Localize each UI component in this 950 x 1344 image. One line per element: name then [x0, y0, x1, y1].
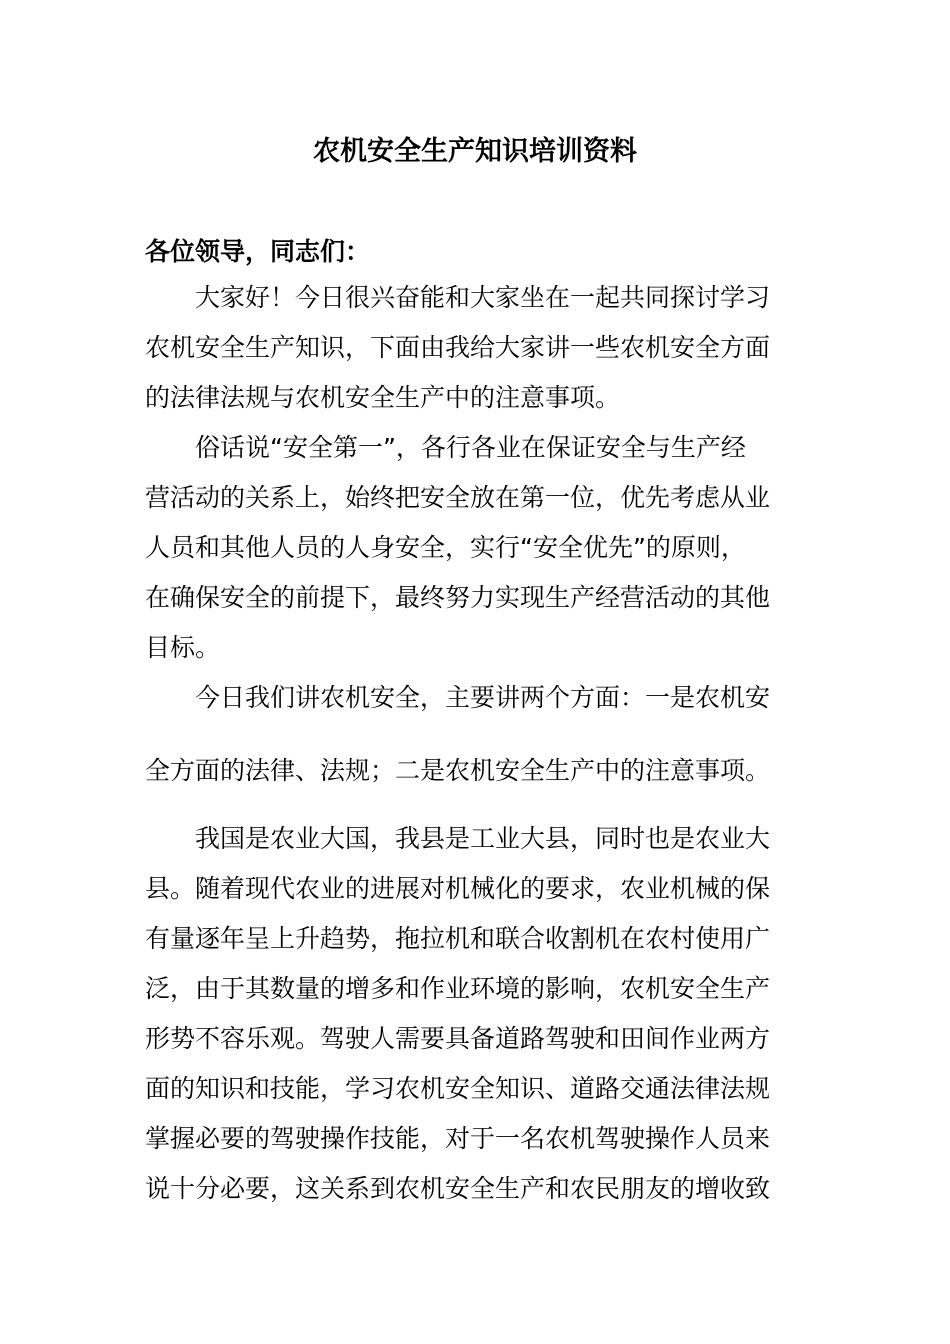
paragraph-line: 有量逐年呈上升趋势，拖拉机和联合收割机在农村使用广	[145, 924, 771, 953]
paragraph-greeting	[145, 273, 810, 423]
paragraph-line: 全方面的法律、法规；二是农机安全生产中的注意事项。	[145, 756, 771, 785]
paragraph-line: 俗话说“安全第一”，各行各业在保证安全与生产经	[195, 433, 746, 462]
paragraph-line: 我国是农业大国，我县是工业大县，同时也是农业大	[195, 824, 771, 853]
paragraph-line: 人员和其他人员的人身安全，实行“安全优先”的原则，	[145, 533, 746, 562]
paragraph-line: 掌握必要的驾驶操作技能，对于一名农机驾驶操作人员来	[145, 1124, 771, 1153]
paragraph-line: 农机安全生产知识，下面由我给大家讲一些农机安全方面	[145, 333, 771, 362]
paragraph-line: 大家好！今日很兴奋能和大家坐在一起共同探讨学习	[195, 283, 771, 312]
paragraph-line: 形势不容乐观。驾驶人需要具备道路驾驶和田间作业两方	[145, 1024, 771, 1053]
paragraph-topics-continued	[145, 746, 810, 796]
paragraph-safety-first	[145, 423, 810, 673]
salutation: 各位领导，同志们：	[145, 237, 371, 266]
paragraph-line: 县。随着现代农业的进展对机械化的要求，农业机械的保	[145, 874, 771, 903]
paragraph-line: 的法律法规与农机安全生产中的注意事项。	[145, 383, 621, 412]
paragraph-background	[145, 814, 810, 1214]
paragraph-line: 目标。	[145, 633, 221, 662]
paragraph-topics	[145, 673, 810, 723]
paragraph-line: 说十分必要，这关系到农机安全生产和农民朋友的增收致	[145, 1174, 771, 1203]
paragraph-line: 营活动的关系上，始终把安全放在第一位，优先考虑从业	[145, 483, 771, 512]
paragraph-line: 泛，由于其数量的增多和作业环境的影响，农机安全生产	[145, 974, 771, 1003]
paragraph-line: 今日我们讲农机安全，主要讲两个方面：一是农机安	[195, 683, 771, 712]
paragraph-line: 面的知识和技能，学习农机安全知识、道路交通法律法规	[145, 1074, 771, 1103]
document-title: 农机安全生产知识培训资料	[313, 136, 637, 167]
paragraph-line: 在确保安全的前提下，最终努力实现生产经营活动的其他	[145, 583, 771, 612]
